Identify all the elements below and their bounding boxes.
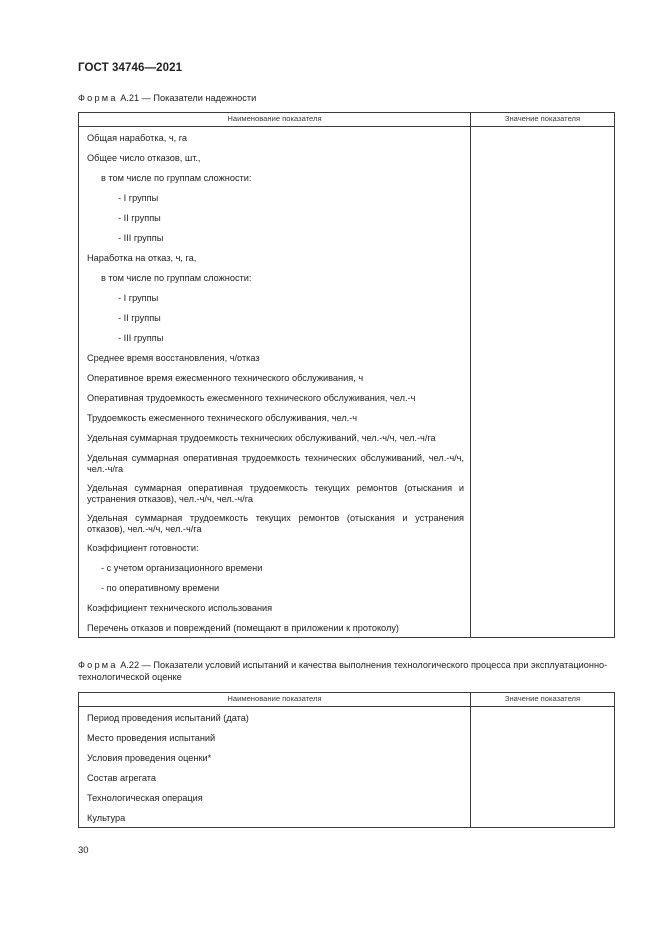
table-row: - с учетом организационного времени [101,563,263,573]
form-a21-body-row [79,127,615,638]
table-row: Культура [87,813,126,823]
form-a21-values-cell [471,127,615,638]
table-row: Наработка на отказ, ч, га, [87,253,197,263]
table-row: Место проведения испытаний [87,733,216,743]
form-a21-names-cell [79,127,471,638]
form-a21-col-name: Наименование показателя [79,113,471,127]
table-row: Среднее время восстановления, ч/отказ [87,353,260,363]
form-a21-caption-title: А.21 — Показатели надежности [120,93,257,103]
table-row: Удельная суммарная оперативная трудоемкость текущих ремонтов (отыскания и устранения отказов), чел.-ч/ч, чел.-ч/га [87,483,464,504]
form-a21-col-value: Значение показателя [471,113,615,127]
table-row: Условия проведения оценки* [87,753,212,763]
form-a22-body-row [79,707,615,828]
table-row: Оперативная трудоемкость ежесменного технического обслуживания, чел.-ч [87,393,416,403]
table-row: Коэффициент готовности: [87,543,199,553]
table-row: в том числе по группам сложности: [101,273,252,283]
table-row: Удельная суммарная оперативная трудоемкость технических обслуживаний, чел.-ч/ч, чел.-ч/га [87,453,464,474]
table-row: - II группы [118,213,161,223]
form-a22-header-row [79,693,615,707]
form-a21-caption-word: Форма [78,93,118,103]
table-row: в том числе по группам сложности: [101,173,252,183]
table-row: Перечень отказов и повреждений (помещают в приложении к протоколу) [87,623,399,633]
table-row: Технологическая операция [87,793,203,803]
form-a22-values-cell [471,707,615,828]
table-row: Общая наработка, ч, га [87,133,187,143]
table-row: Период проведения испытаний (дата) [87,713,249,723]
table-row: - III группы [118,233,164,243]
table-row: Удельная суммарная трудоемкость технических обслуживаний, чел.-ч/ч, чел.-ч/га [87,433,436,443]
form-a22-table [78,692,615,828]
form-a22-col-value: Значение показателя [471,693,615,707]
form-a22-caption [78,659,614,683]
standard-header: ГОСТ 34746—2021 [78,62,183,74]
form-a21-caption [78,92,614,104]
table-row: Оперативное время ежесменного технического обслуживания, ч [87,373,364,383]
table-row: Удельная суммарная трудоемкость текущих ремонтов (отыскания и устранения отказов), чел.-ч/ч, чел.-ч/га [87,513,464,534]
form-a22-names-cell [79,707,471,828]
page-number: 30 [78,845,89,856]
form-a21-table [78,112,615,638]
form-a21-header-row [79,113,615,127]
table-row: Состав агрегата [87,773,156,783]
form-a22-caption-title: А.22 — Показатели условий испытаний и качества выполнения технологического процесса при эксплуатационно-технологической оценке [78,660,608,682]
table-row: - I группы [118,293,159,303]
table-row: - I группы [118,193,159,203]
table-row: - III группы [118,333,164,343]
form-a22-caption-word: Форма [78,660,118,670]
table-row: Коэффициент технического использования [87,603,273,613]
table-row: Трудоемкость ежесменного технического обслуживания, чел.-ч [87,413,358,423]
table-row: Общее число отказов, шт., [87,153,201,163]
table-row: - по оперативному времени [101,583,220,593]
table-row: - II группы [118,313,161,323]
form-a22-col-name: Наименование показателя [79,693,471,707]
